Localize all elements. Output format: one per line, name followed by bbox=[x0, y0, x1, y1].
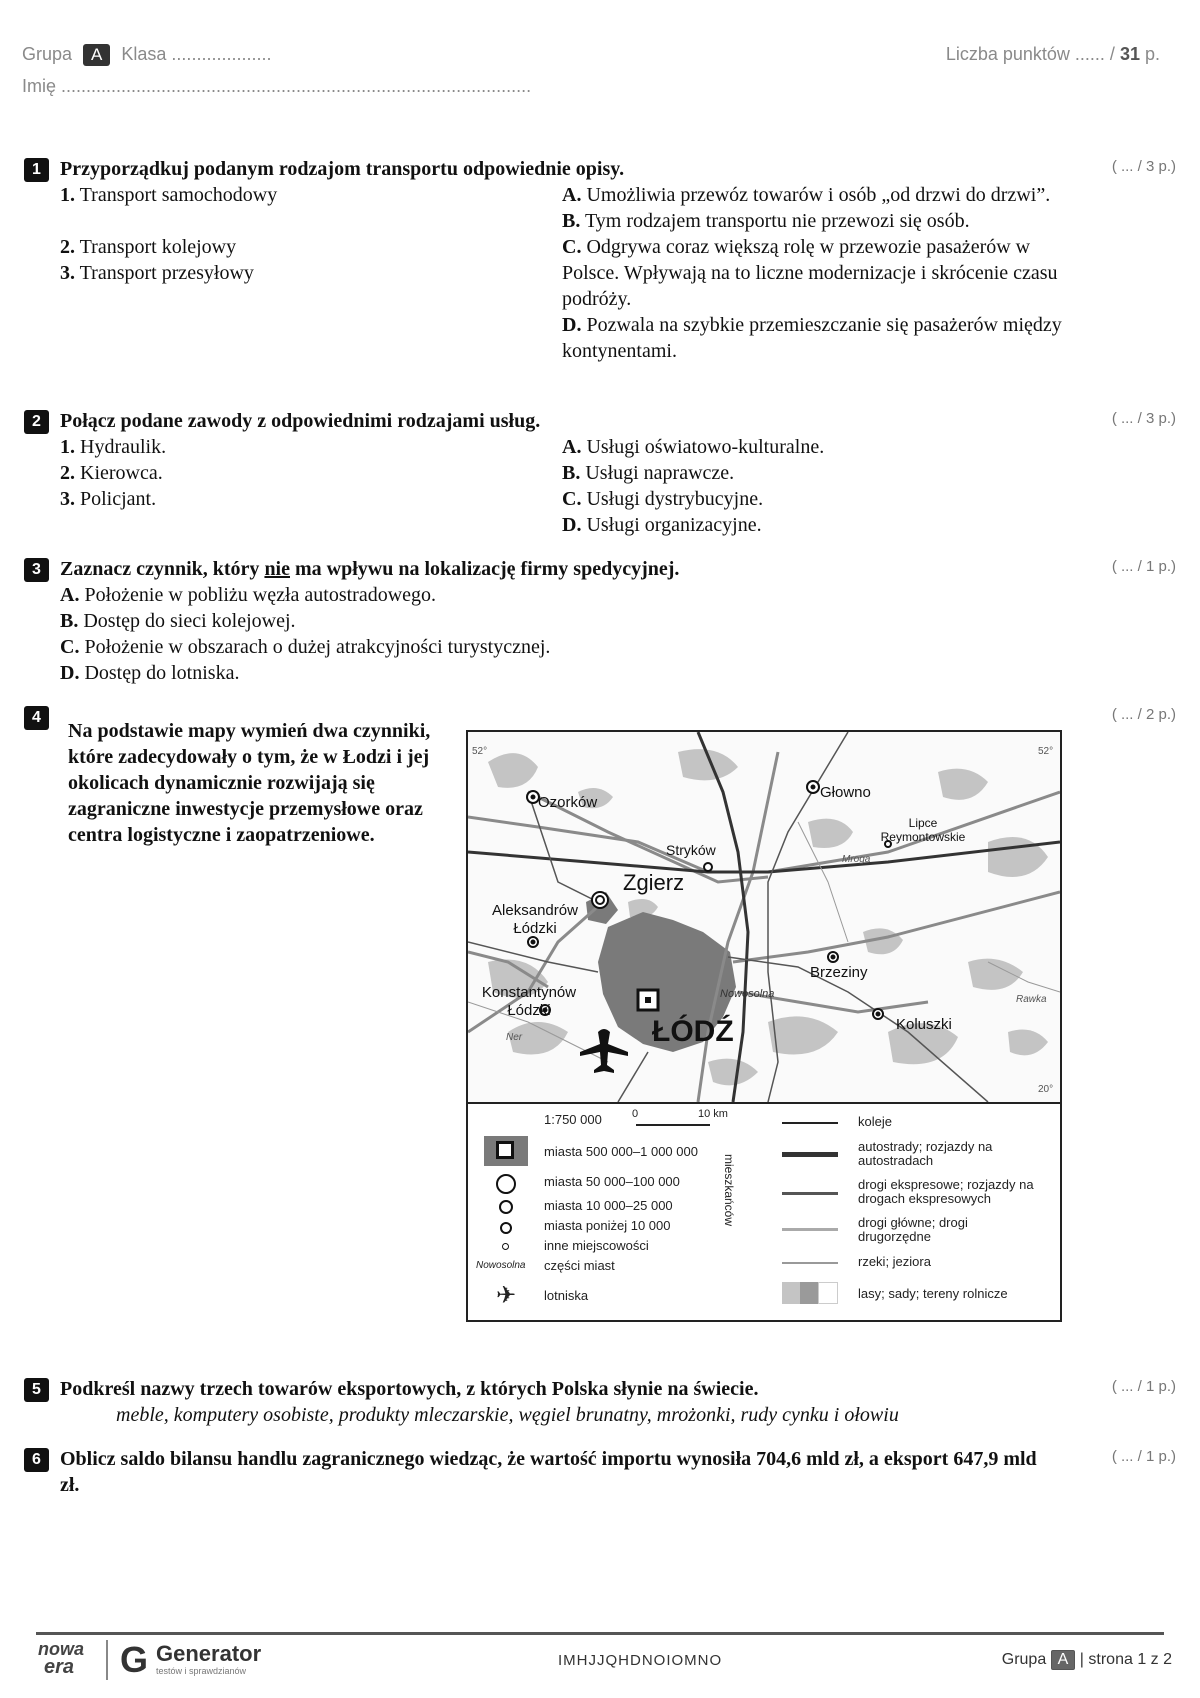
label-konstantynow: Konstantynów Łódzki bbox=[481, 984, 577, 1019]
list-item: 1. Hydraulik. bbox=[60, 436, 167, 458]
scale-start: 0 bbox=[632, 1108, 639, 1120]
export-goods-list[interactable]: meble, komputery osobiste, produkty mleczarskie, węgiel brunatny, mrożonki, rudy cynku i ołowiu bbox=[116, 1404, 899, 1426]
footer-grupa-label: Grupa bbox=[1001, 1651, 1047, 1668]
points-label: Liczba punktów ...... / bbox=[945, 44, 1115, 64]
list-item: B. Tym rodzajem transportu nie przewozi się osób. bbox=[562, 210, 970, 232]
scale-end: 10 km bbox=[698, 1108, 728, 1120]
list-item: 3. Policjant. bbox=[60, 488, 157, 510]
label-lipce: Lipce Reymontowskie bbox=[880, 816, 966, 844]
label-ozorkow: Ozorków bbox=[538, 794, 598, 811]
task-1 bbox=[24, 156, 1176, 386]
task-points: ( ... / 3 p.) bbox=[1111, 410, 1176, 427]
legend-right-item: koleje bbox=[858, 1114, 892, 1129]
task-5 bbox=[24, 1376, 1176, 1436]
task-number: 2 bbox=[24, 410, 49, 434]
label-glowno: Głowno bbox=[820, 784, 871, 801]
legend-motorway-line bbox=[782, 1152, 838, 1157]
legend-airport-icon: ✈ bbox=[496, 1282, 517, 1309]
footer-page-info bbox=[1002, 1650, 1172, 1670]
scale-ratio: 1:750 000 bbox=[544, 1112, 602, 1127]
task-question: Zaznacz czynnik, który nie ma wpływu na lokalizację firmy spedycyjnej. bbox=[60, 558, 680, 580]
label-zgierz: Zgierz bbox=[623, 870, 685, 895]
legend-left-item: miasta 10 000–25 000 bbox=[544, 1198, 673, 1213]
generator-g-icon: G bbox=[120, 1639, 149, 1680]
list-item: D. Usługi organizacyjne. bbox=[562, 514, 762, 536]
airport-icon bbox=[580, 1029, 628, 1073]
task-2-left-column bbox=[60, 434, 540, 512]
legend-right-item: drogi główne; drogi drugorzędne bbox=[858, 1215, 968, 1244]
footer-logo-divider bbox=[106, 1640, 108, 1680]
task-1-left-column bbox=[60, 182, 540, 286]
imie-field[interactable]: Imię .............................................................................................. bbox=[22, 76, 532, 96]
map-legend bbox=[468, 1104, 1060, 1320]
legend-left-item: lotniska bbox=[544, 1288, 589, 1303]
list-item: C. Usługi dystrybucyjne. bbox=[562, 488, 764, 510]
task-points: ( ... / 2 p.) bbox=[1111, 706, 1176, 723]
scale-bar bbox=[636, 1124, 710, 1126]
task-points: ( ... / 1 p.) bbox=[1111, 1378, 1176, 1395]
task-number: 5 bbox=[24, 1378, 49, 1402]
task-1-right-column bbox=[562, 182, 1082, 364]
grid-label-tr: 52° bbox=[1038, 746, 1054, 757]
legend-right-item: drogi ekspresowe; rozjazdy na drogach ekspresowych bbox=[858, 1177, 1034, 1206]
header-grupa-line bbox=[22, 44, 271, 66]
label-nowosolna: Nowosolna bbox=[720, 988, 775, 1000]
grupa-badge: A bbox=[83, 44, 110, 66]
map-area bbox=[468, 732, 1060, 1104]
legend-left-item: miasta 500 000–1 000 000 bbox=[544, 1144, 698, 1159]
task-points: ( ... / 1 p.) bbox=[1111, 1448, 1176, 1465]
legend-farmland-swatch bbox=[818, 1282, 838, 1304]
legend-forest-swatch bbox=[782, 1282, 800, 1304]
legend-left-item: miasta poniżej 10 000 bbox=[544, 1218, 671, 1233]
task-2-right-column bbox=[562, 434, 1082, 538]
points-total: 31 bbox=[1119, 44, 1140, 64]
list-item: 1. Transport samochodowy bbox=[60, 184, 278, 206]
legend-left-item: miasta 50 000–100 000 bbox=[544, 1174, 680, 1189]
legend-part-sample: Nowosolna bbox=[476, 1260, 526, 1271]
task-points: ( ... / 3 p.) bbox=[1111, 158, 1176, 175]
legend-right-item: lasy; sady; tereny rolnicze bbox=[858, 1286, 1008, 1301]
task-question: Podkreśl nazwy trzech towarów eksportowych, z których Polska słynie na świecie. bbox=[60, 1378, 759, 1400]
big-city-symbol bbox=[496, 1141, 514, 1159]
list-item: 2. Transport kolejowy bbox=[60, 236, 237, 258]
legend-vertical-label: mieszkańców bbox=[722, 1154, 736, 1227]
label-rawka: Rawka bbox=[1016, 994, 1047, 1005]
task-number: 3 bbox=[24, 558, 49, 582]
task-2 bbox=[24, 408, 1176, 538]
option-b[interactable]: B. Dostęp do sieci kolejowej. bbox=[60, 610, 296, 632]
task-3-options bbox=[60, 582, 960, 686]
list-item: 3. Transport przesyłowy bbox=[60, 262, 254, 284]
legend-symbol-50k bbox=[496, 1174, 516, 1194]
option-a[interactable]: A. Położenie w pobliżu węzła autostradowego. bbox=[60, 584, 437, 606]
legend-river-line bbox=[782, 1262, 838, 1264]
legend-left-item: inne miejscowości bbox=[544, 1238, 649, 1253]
legend-right-item: rzeki; jeziora bbox=[858, 1254, 931, 1269]
legend-main-road-line bbox=[782, 1228, 838, 1231]
list-item: C. Odgrywa coraz większą rolę w przewozie pasażerów w Polsce. Wpływają na to liczne modernizacje i skrócenie czasu podróży. bbox=[562, 236, 1058, 310]
list-item: A. Usługi oświatowo-kulturalne. bbox=[562, 436, 825, 458]
logo-generator: Generator testów i sprawdzianów bbox=[156, 1641, 262, 1676]
lodz-map bbox=[466, 730, 1062, 1322]
task-6 bbox=[24, 1446, 1176, 1506]
legend-left-item: części miast bbox=[544, 1258, 615, 1273]
legend-right-item: autostrady; rozjazdy na autostradach bbox=[858, 1139, 993, 1168]
emphasis-nie: nie bbox=[264, 558, 290, 580]
task-number: 1 bbox=[24, 158, 49, 182]
grid-label-br: 20° bbox=[1038, 1084, 1054, 1095]
option-c[interactable]: C. Położenie w obszarach o dużej atrakcyjności turystycznej. bbox=[60, 636, 551, 658]
list-item: D. Pozwala na szybkie przemieszczanie się pasażerów między kontynentami. bbox=[562, 314, 1062, 362]
list-item: A. Umożliwia przewóz towarów i osób „od drzwi do drzwi”. bbox=[562, 184, 1051, 206]
task-number: 4 bbox=[24, 706, 49, 730]
label-brzeziny: Brzeziny bbox=[810, 964, 868, 981]
option-d[interactable]: D. Dostęp do lotniska. bbox=[60, 662, 240, 684]
footer-grupa-badge: A bbox=[1051, 1650, 1076, 1670]
footer-code: IMHJJQHDNOIOMNO bbox=[558, 1652, 723, 1669]
logo-nowa-era: nowa era bbox=[38, 1639, 85, 1678]
grupa-label: Grupa bbox=[22, 44, 73, 64]
task-3 bbox=[24, 556, 1176, 686]
task-number: 6 bbox=[24, 1448, 49, 1472]
legend-symbol-other bbox=[502, 1243, 509, 1250]
header-points bbox=[946, 44, 1160, 65]
footer-divider bbox=[36, 1632, 1164, 1635]
footer-page-number: | strona 1 z 2 bbox=[1079, 1651, 1172, 1668]
legend-expressway-line bbox=[782, 1192, 838, 1195]
task-question: Na podstawie mapy wymień dwa czynniki, które zadecydowały o tym, że w Łodzi i jej okolicach dynamicznie rozwijają się zagraniczne inwestycje przemysłowe oraz centra logistyczne i zaopatrzeniowe. bbox=[68, 720, 431, 846]
label-mroga: Mroga bbox=[842, 854, 871, 865]
legend-railway-line bbox=[782, 1122, 838, 1124]
label-koluszki: Koluszki bbox=[896, 1016, 952, 1033]
legend-symbol-10k bbox=[499, 1200, 513, 1214]
task-question: Oblicz saldo bilansu handlu zagranicznego wiedząc, że wartość importu wynosiła 704,6 mld zł, a eksport 647,9 mld zł. bbox=[60, 1448, 1037, 1496]
task-question: Przyporządkuj podanym rodzajom transportu odpowiednie opisy. bbox=[60, 158, 625, 180]
klasa-field[interactable]: Klasa .................... bbox=[121, 44, 272, 64]
list-item: B. Usługi naprawcze. bbox=[562, 462, 735, 484]
legend-symbol-small bbox=[500, 1222, 512, 1234]
label-aleksandrow: Aleksandrów Łódzki bbox=[492, 902, 578, 937]
label-strykow: Stryków bbox=[666, 842, 716, 858]
task-points: ( ... / 1 p.) bbox=[1111, 558, 1176, 575]
task-question: Połącz podane zawody z odpowiednimi rodzajami usług. bbox=[60, 410, 541, 432]
points-unit: p. bbox=[1144, 44, 1160, 64]
grid-label-tl: 52° bbox=[472, 746, 488, 757]
list-item: 2. Kierowca. bbox=[60, 462, 163, 484]
legend-orchard-swatch bbox=[800, 1282, 818, 1304]
label-ner: Ner bbox=[506, 1032, 523, 1043]
label-lodz: ŁÓDŹ bbox=[652, 1015, 734, 1048]
